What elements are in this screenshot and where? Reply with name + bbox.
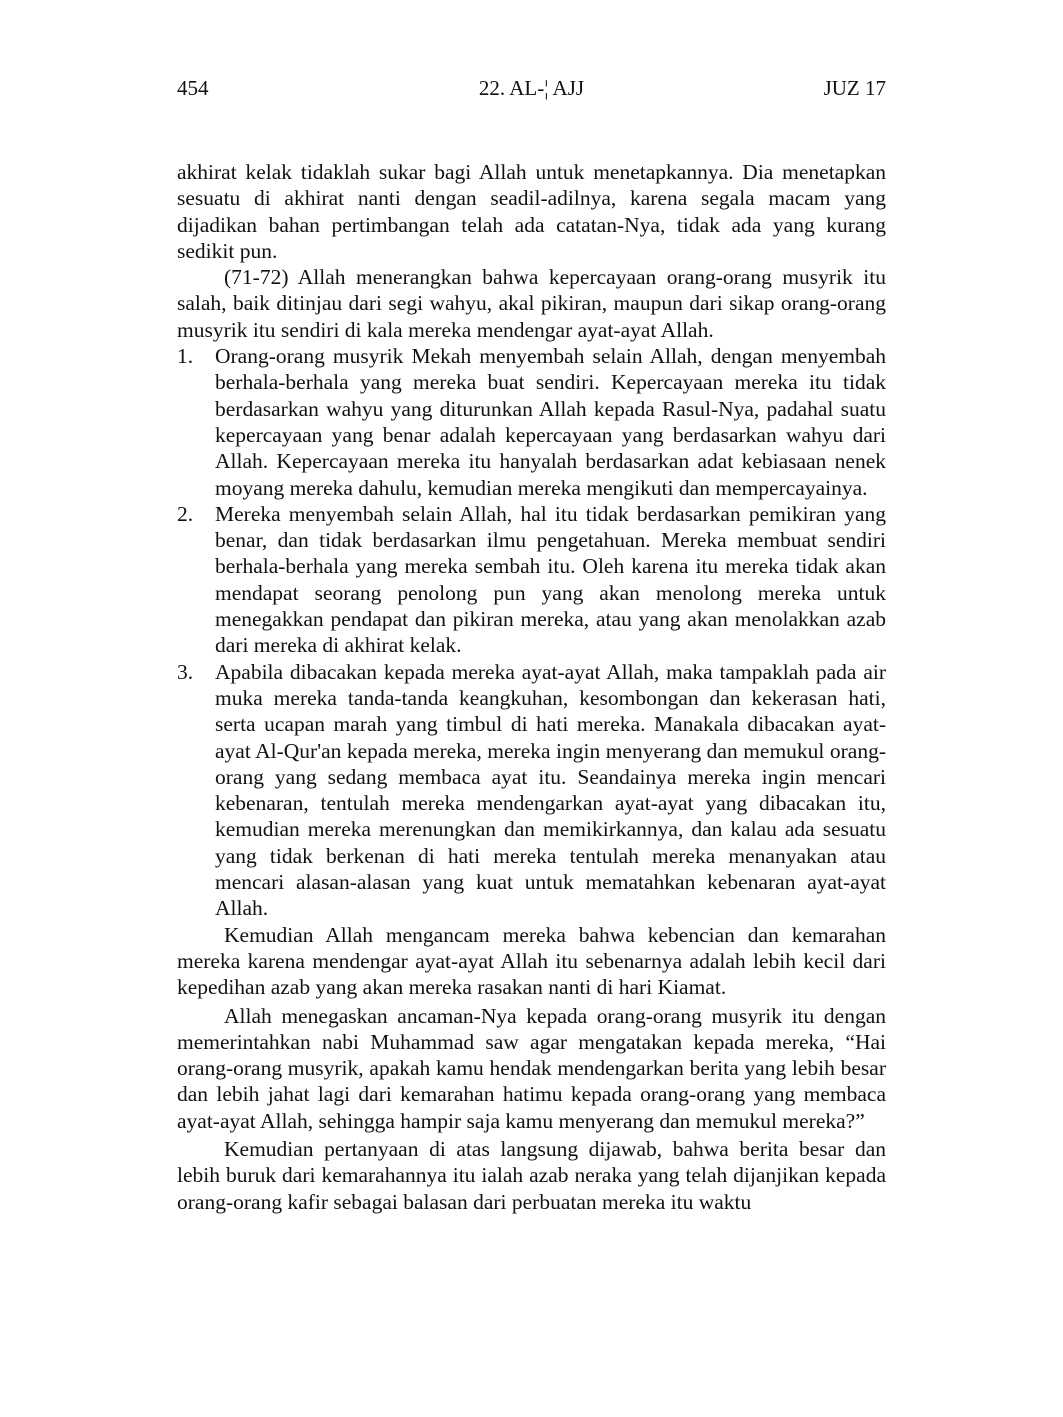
list-item-number: 3. [177, 659, 194, 684]
paragraph: Allah menegaskan ancaman-Nya kepada orang-orang musyrik itu dengan memerintahkan nabi Muhammad saw agar mengatakan kepada mereka, “Hai orang-orang musyrik, apakah kamu hendak mendengarkan berita yang lebih besar dan lebih jahat lagi dari kemarahan hatimu kepada orang-orang yang membaca ayat-ayat Allah, sehingga hampir saja kamu menyerang dan memukul mereka?” [177, 1003, 886, 1133]
page-header [177, 73, 886, 103]
paragraph-intro: (71-72) Allah menerangkan bahwa kepercayaan orang-orang musyrik itu salah, baik ditinjau dari segi wahyu, akal pikiran, maupun dari sikap orang-orang musyrik itu sendiri di kala mereka mendengar ayat-ayat Allah. [177, 265, 886, 342]
list-item-number: 2. [177, 501, 194, 526]
numbered-list [177, 343, 886, 922]
list-item [177, 659, 886, 922]
list-item-text: Orang-orang musyrik Mekah menyembah selain Allah, dengan menyembah berhala-berhala yang mereka buat sendiri. Kepercayaan mereka itu tidak berdasarkan wahyu yang diturunkan Allah kepada Rasul-Nya, padahal suatu kepercayaan yang benar adalah kepercayaan yang berdasarkan wahyu dari Allah. Kepercayaan mereka itu hanyalah berdasarkan adat kebiasaan nenek moyang mereka dahulu, kemudian mereka mengikuti dan mempercayainya. [215, 344, 886, 500]
body-text [177, 159, 886, 1215]
chapter-title: 22. AL-¦ AJJ [478, 76, 585, 100]
list-item [177, 501, 886, 659]
paragraph-continuation: akhirat kelak tidaklah sukar bagi Allah untuk menetapkannya. Dia menetapkan sesuatu di akhirat nanti dengan seadil-adilnya, karena segala macam yang dijadikan bahan pertimbangan telah ada catatan-Nya, tidak ada yang kurang sedikit pun. [177, 160, 886, 263]
list-item-text: Apabila dibacakan kepada mereka ayat-ayat Allah, maka tampaklah pada air muka mereka tanda-tanda keangkuhan, kesombongan dan kekerasan hati, serta ucapan marah yang timbul di hati mereka. Manakala dibacakan ayat-ayat Al-Qur'an kepada mereka, mereka ingin menyerang dan memukul orang-orang yang sedang membaca ayat itu. Seandainya mereka ingin mencari kebenaran, tentulah mereka mendengarkan ayat-ayat yang dibacakan itu, kemudian mereka merenungkan dan memikirkannya, dan kalau ada sesuatu yang tidak berkenan di hati mereka tentulah mereka menanyakan atau mencari alasan-alasan yang kuat untuk mematahkan kebenaran ayat-ayat Allah. [215, 659, 886, 921]
page-number: 454 [177, 76, 209, 100]
list-item [177, 343, 886, 501]
list-item-text: Mereka menyembah selain Allah, hal itu tidak berdasarkan pemikiran yang benar, dan tidak berdasarkan ilmu pengetahuan. Mereka membuat sendiri berhala-berhala yang mereka sembah itu. Oleh karena itu mereka tidak akan mendapat seorang penolong pun yang akan menolong mereka untuk menegakkan pendapat dan pikiran mereka, atau yang akan menolakkan azab dari mereka di akhirat kelak. [215, 501, 886, 658]
list-item-number: 1. [177, 344, 194, 369]
paragraph: Kemudian Allah mengancam mereka bahwa kebencian dan kemarahan mereka karena mendengar ayat-ayat Allah itu sebenarnya adalah lebih kecil dari kepedihan azab yang akan mereka rasakan nanti di hari Kiamat. [177, 922, 886, 1000]
paragraph: Kemudian pertanyaan di atas langsung dijawab, bahwa berita besar dan lebih buruk dari kemarahannya itu ialah azab neraka yang telah dijanjikan kepada orang-orang kafir sebagai balasan dari perbuatan mereka itu waktu [177, 1136, 886, 1214]
juz-label: JUZ 17 [823, 76, 886, 100]
